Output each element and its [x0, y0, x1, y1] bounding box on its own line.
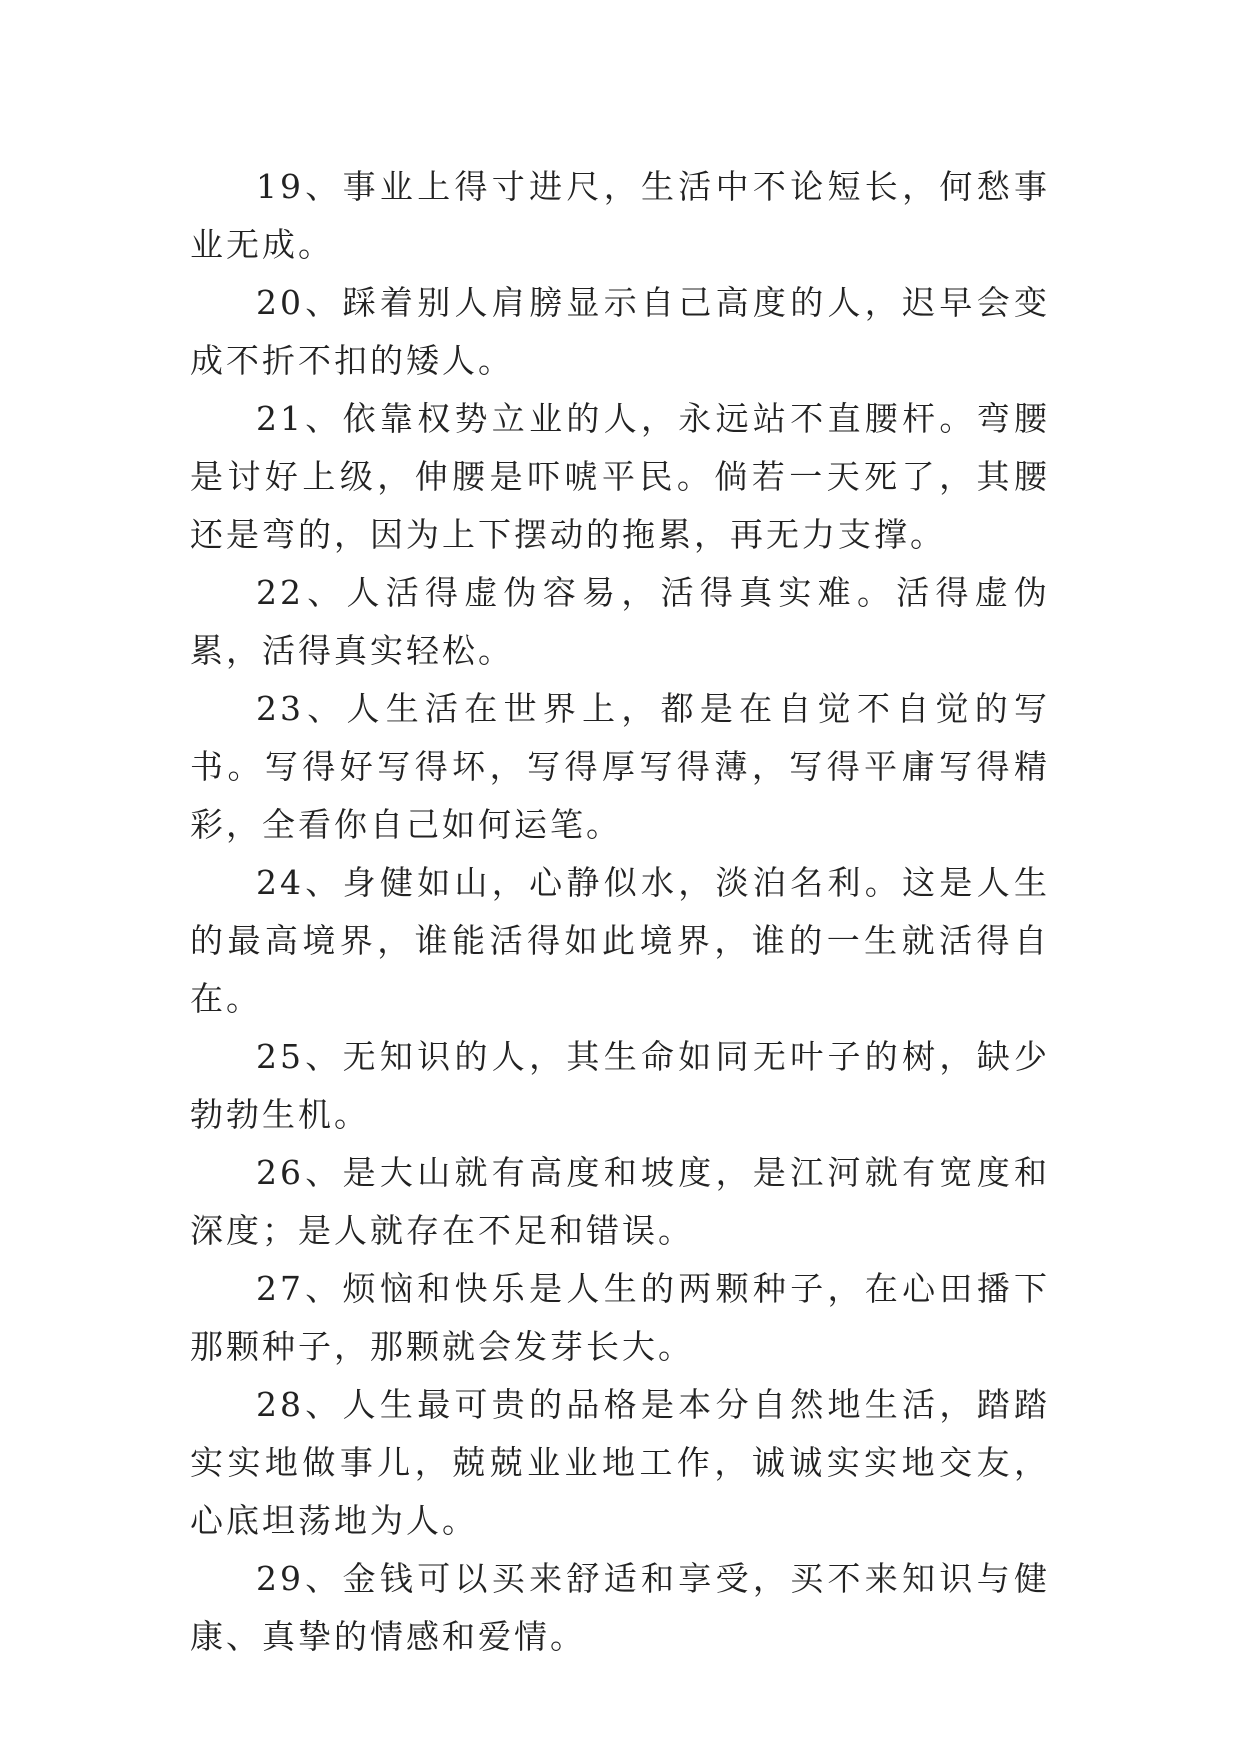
document-body	[190, 158, 1050, 1666]
paragraph-21: 21、依靠权势立业的人，永远站不直腰杆。弯腰是讨好上级，伸腰是吓唬平民。倘若一天死了，其腰还是弯的，因为上下摆动的拖累，再无力支撑。	[190, 399, 1050, 554]
paragraph-28: 28、人生最可贵的品格是本分自然地生活，踏踏实实地做事儿，兢兢业业地工作，诚诚实实地交友，心底坦荡地为人。	[190, 1385, 1050, 1540]
paragraph-29: 29、金钱可以买来舒适和享受，买不来知识与健康、真挚的情感和爱情。	[190, 1559, 1050, 1656]
paragraph-20: 20、踩着别人肩膀显示自己高度的人，迟早会变成不折不扣的矮人。	[190, 283, 1050, 380]
paragraph-25: 25、无知识的人，其生命如同无叶子的树，缺少勃勃生机。	[190, 1037, 1050, 1134]
paragraph-19: 19、事业上得寸进尺，生活中不论短长，何愁事业无成。	[190, 167, 1050, 264]
paragraph-24: 24、身健如山，心静似水，淡泊名利。这是人生的最高境界，谁能活得如此境界，谁的一生就活得自在。	[190, 863, 1050, 1018]
paragraph-27: 27、烦恼和快乐是人生的两颗种子，在心田播下那颗种子，那颗就会发芽长大。	[190, 1269, 1050, 1366]
paragraph-26: 26、是大山就有高度和坡度，是江河就有宽度和深度；是人就存在不足和错误。	[190, 1153, 1050, 1250]
paragraph-22: 22、人活得虚伪容易，活得真实难。活得虚伪累，活得真实轻松。	[190, 573, 1050, 670]
paragraph-23: 23、人生活在世界上，都是在自觉不自觉的写书。写得好写得坏，写得厚写得薄，写得平庸写得精彩，全看你自己如何运笔。	[190, 689, 1050, 844]
